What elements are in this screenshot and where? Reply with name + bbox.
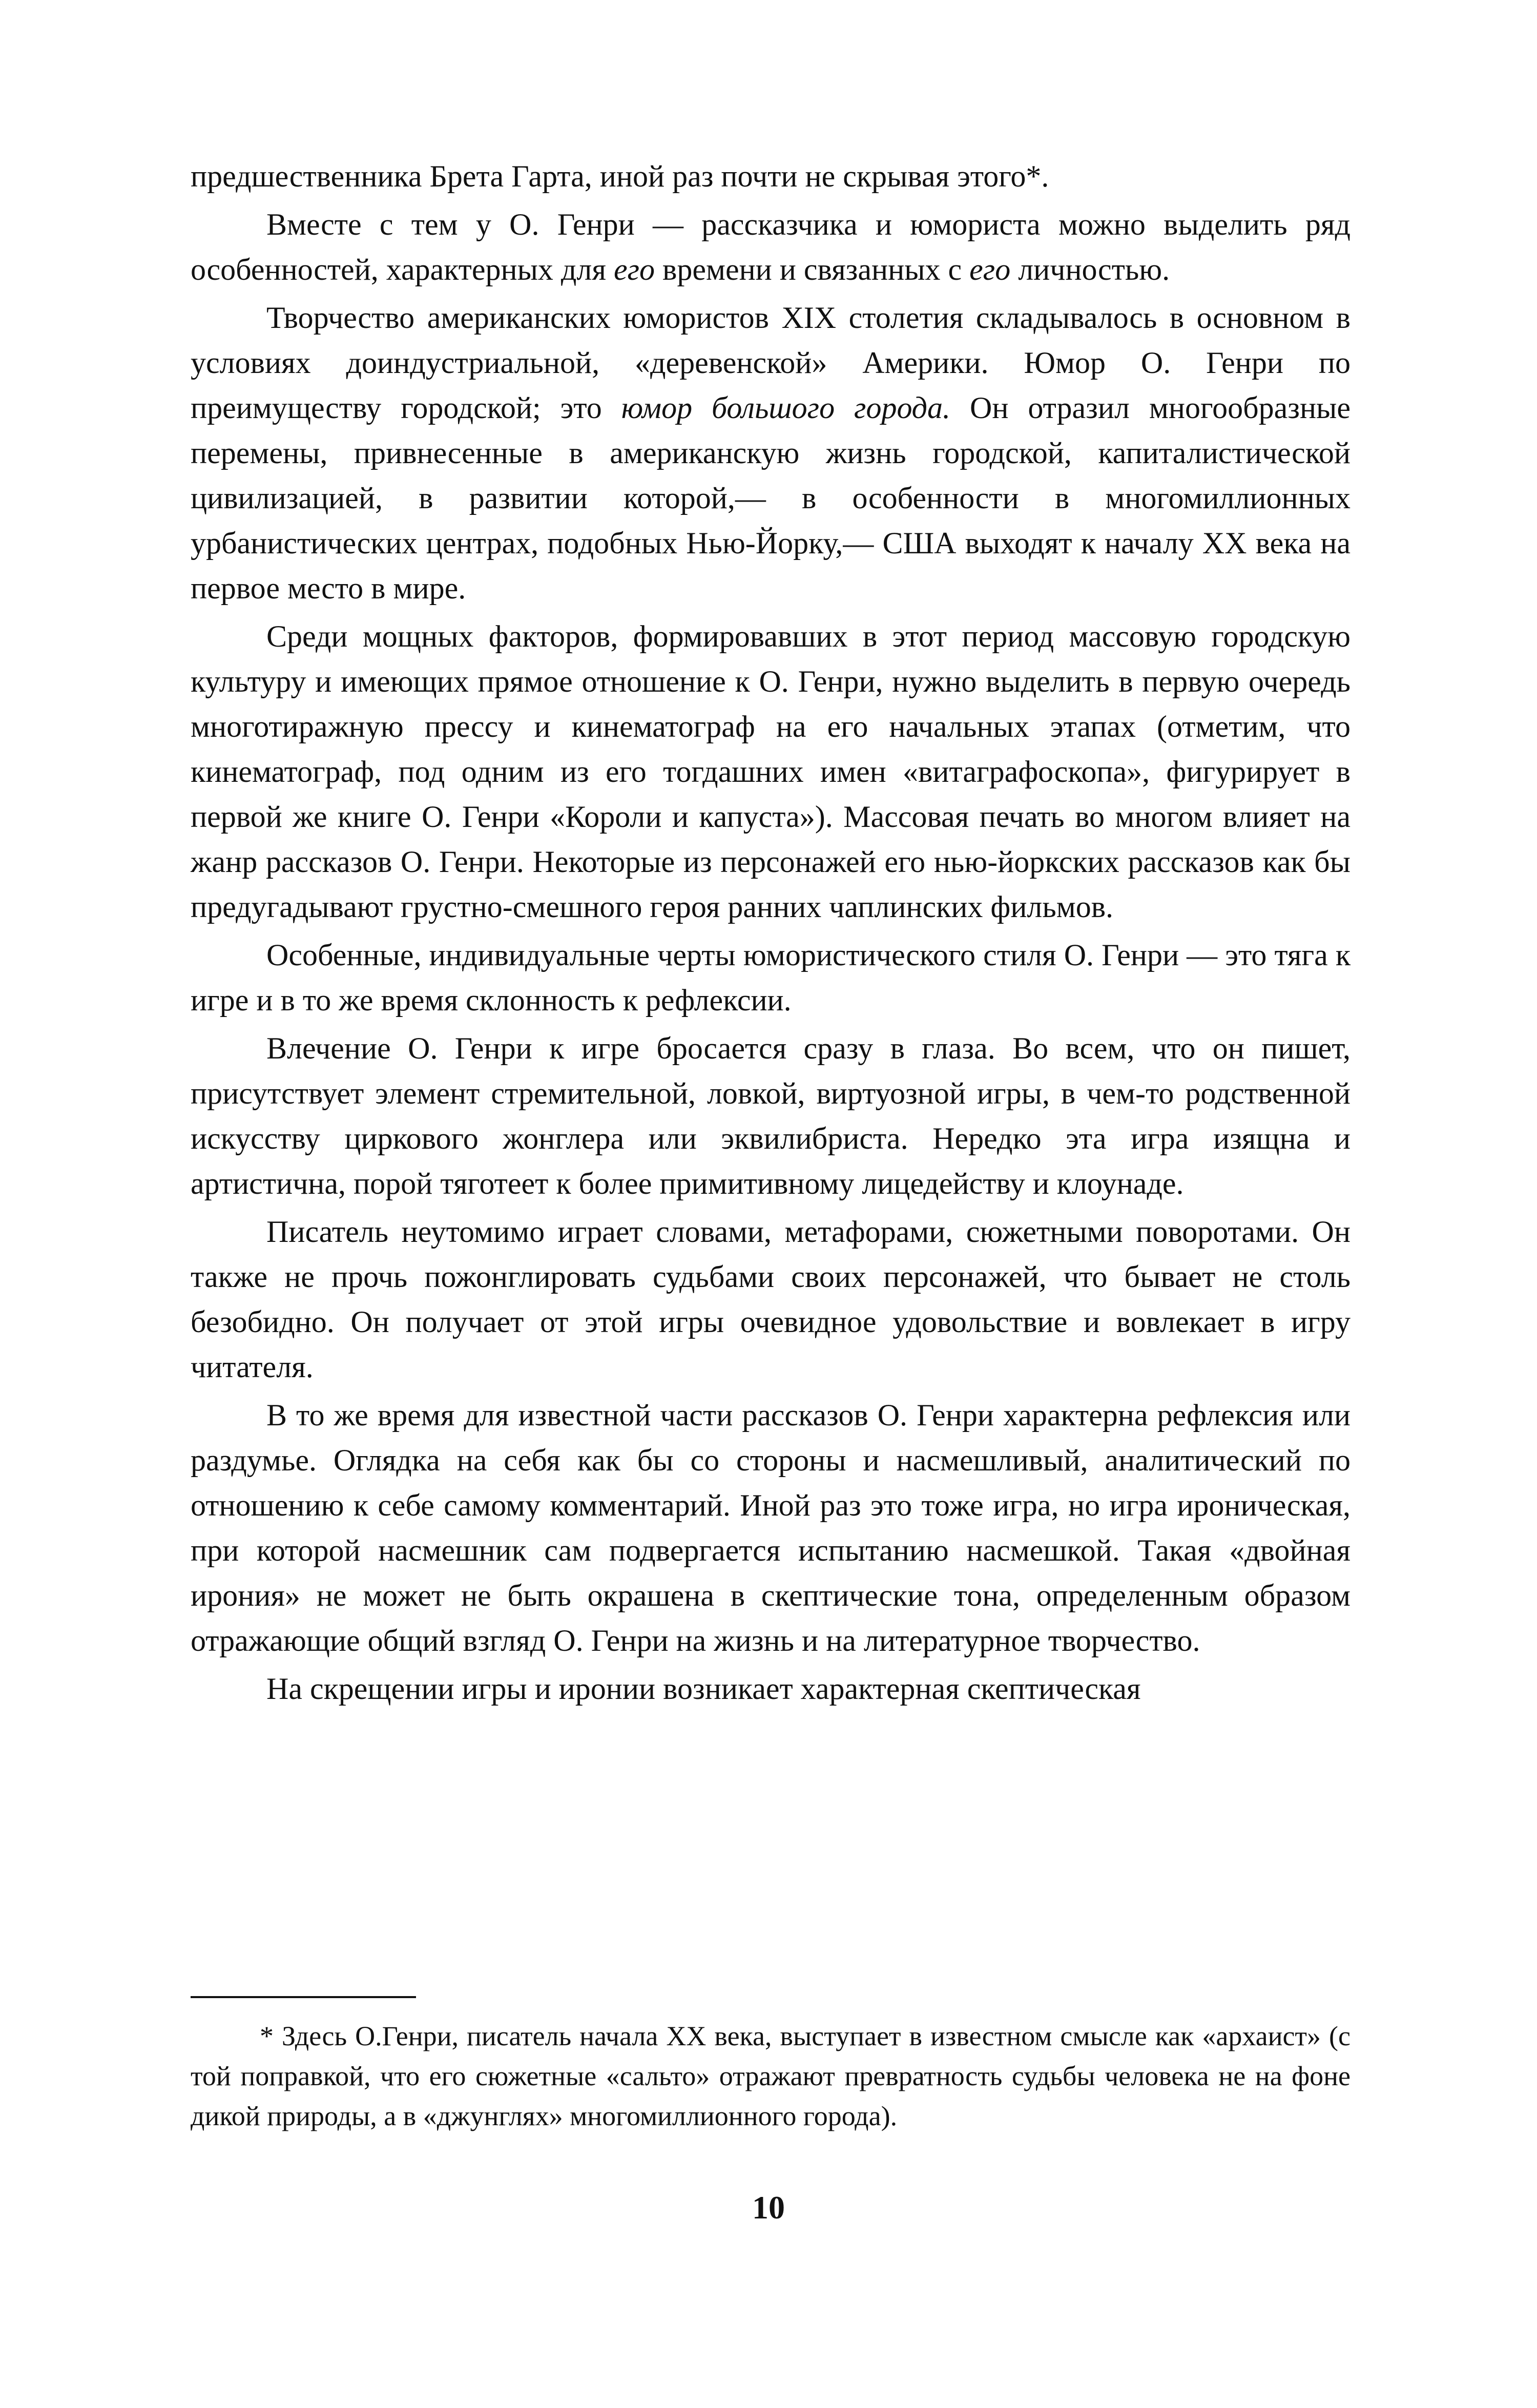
emphasis-text: его [969, 253, 1011, 286]
page-body [191, 154, 1351, 1711]
paragraph-4: Среди мощных факторов, формировавших в этот период массовую городскую культуру и имеющих прямое отношение к О. Генри, нужно выделить в первую очередь многотиражную прессу и кинематограф на его начальных этапах (отметим, что кинематограф, под одним из его тогдашних имен «витаграфоскопа», фигурирует в первой же книге О. Генри «Короли и капуста»). Массовая печать во многом влияет на жанр рассказов О. Генри. Некоторые из персонажей его нью-йоркских рассказов как бы предугадывают грустно-смешного героя ранних чаплинских фильмов. [191, 619, 1351, 924]
paragraph-5: Особенные, индивидуальные черты юмористического стиля О. Генри — это тяга к игре и в то же время склонность к рефлексии. [191, 938, 1351, 1017]
page-number: 10 [752, 2189, 785, 2226]
paragraph-2: Вместе с тем у О. Генри — рассказчика и юмориста можно выделить ряд особенностей, характерных для его времени и связанных с его личностью. [191, 207, 1351, 286]
paragraph-3: Творчество американских юмористов XIX столетия складывалось в основном в условиях доиндустриальной, «деревенской» Америки. Юмор О. Генри по преимуществу городской; это юмор большого города. Он отразил многообразные перемены, привнесенные в американскую жизнь городской, капиталистической цивилизацией, в развитии которой,— в особенности в многомиллионных урбанистических центрах, подобных Нью-Йорку,— США выходят к началу XX века на первое место в мире. [191, 301, 1351, 605]
paragraph-7: Писатель неутомимо играет словами, метафорами, сюжетными поворотами. Он также не прочь пожонглировать судьбами своих персонажей, что бывает не столь безобидно. Он получает от этой игры очевидное удовольствие и вовлекает в игру читателя. [191, 1215, 1351, 1384]
footnote-rule [191, 1996, 416, 1998]
paragraph-1: предшественника Брета Гарта, иной раз почти не скрывая этого*. [191, 159, 1049, 193]
paragraph-9: На скрещении игры и иронии возникает характерная скептическая [266, 1672, 1141, 1706]
emphasis-text: юмор большого города. [621, 391, 951, 425]
paragraph-8: В то же время для известной части рассказов О. Генри характерна рефлексия или раздумье. Оглядка на себя как бы со стороны и насмешливый, аналитический по отношению к себе самому комментарий. Иной раз это тоже игра, но игра ироническая, при которой насмешник сам подвергается испытанию насмешкой. Такая «двойная ирония» не может не быть окрашена в скептические тона, определенным образом отражающие общий взгляд О. Генри на жизнь и на литературное творчество. [191, 1398, 1351, 1657]
paragraph-6: Влечение О. Генри к игре бросается сразу в глаза. Во всем, что он пишет, присутствует элемент стремительной, ловкой, виртуозной игры, в чем-то родственной искусству циркового жонглера или эквилибриста. Нередко эта игра изящна и артистична, порой тяготеет к более примитивному лицедейству и клоунаде. [191, 1031, 1351, 1200]
footnote: * Здесь О.Генри, писатель начала XX века, выступает в известном смысле как «архаист» (с той поправкой, что его сюжетные «сальто» отражают превратность судьбы человека не на фоне дикой природы, а в «джунглях» многомиллионного города). [191, 2021, 1351, 2131]
emphasis-text: его [613, 253, 655, 286]
